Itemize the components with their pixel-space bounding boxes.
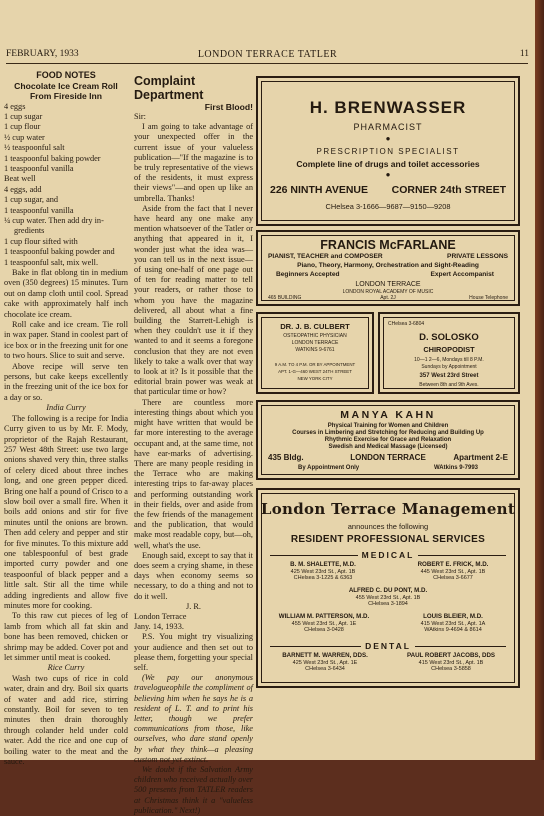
paragraph: Roll cake and ice cream. Tie roll in wax paper. Stand in coolest part of ice box or in the freezing unit for one to two hours. Slice to suit and serve. — [4, 320, 128, 361]
ad-name: D. SOLOSKO — [419, 332, 479, 343]
ad-title: London Terrace Management — [260, 500, 516, 518]
doctor-name: B. M. SHALETTE, M.D. — [290, 561, 356, 568]
publication-title: LONDON TERRACE TATLER — [197, 49, 338, 60]
ad-line: LONDON TERRACE — [355, 281, 421, 288]
ingredient: 1 cup sugar — [4, 111, 43, 121]
doctor-address: 445 West 23rd St., Apt. 1B — [420, 568, 486, 575]
ad-phone: CHelsea 3-1666—9687—9150—9208 — [325, 202, 451, 211]
doctor-name: ALFRED C. DU PONT, M.D. — [348, 587, 428, 594]
ingredients-list-2 — [4, 185, 128, 268]
ad-line: Physical Training for Women and Children — [327, 423, 449, 429]
ingredient: 1 teaspoonful baking powder and — [4, 247, 115, 257]
header-rule — [6, 63, 528, 64]
ingredient: 1 teaspoonful baking powder — [4, 153, 101, 163]
ad-line: Apartment 2-E — [453, 453, 508, 462]
doctor-address: 455 West 23rd St., Apt. 1B — [355, 594, 421, 601]
divider-line — [418, 555, 506, 556]
paragraph: Bake in flat oblong tin in medium oven (350 degrees) 15 minutes. Turn out on damp cloth until cool. Spread cake with approximately half inch chocolate ice cream. — [4, 268, 128, 319]
rice-subheading: Rice Curry — [47, 663, 85, 673]
ad-line: Courses in Limbering and Stretching for Reducing and Building Up — [292, 430, 484, 436]
doctor-address: 415 West 23rd St., Apt. 1A — [420, 620, 486, 627]
ad-line: Swedish and Medical Massage (Licensed) — [328, 444, 448, 450]
ingredient: 1 teaspoonful vanilla — [4, 163, 74, 173]
dentist-name: BARNETT M. WARREN, DDS. — [282, 652, 368, 659]
signature: J. R. — [186, 601, 201, 611]
medical-label: MEDICAL — [361, 550, 415, 560]
ingredient: 1 teaspoonful vanilla — [4, 205, 74, 215]
ingredient: ¼ cup water. Then add dry in- — [4, 215, 104, 225]
ad-line: WATKINS 9-6761 — [295, 347, 335, 353]
dentist-address: 415 West 23rd St., Apt. 1B — [418, 659, 484, 666]
ad-line: LONDON ROYAL ACADEMY OF MUSIC — [342, 289, 434, 295]
issue-date: FEBRUARY, 1933 — [6, 49, 79, 59]
binding-edge — [535, 0, 544, 760]
ad-line: Apt. 2J — [380, 295, 396, 301]
dental-divider — [266, 641, 510, 651]
paragraph: The following is a recipe for India Curry given to us by Mr. F. Mody, proprietor of the Rajah Restaurant, 257 West 48th Street: use two large onions shaved very thin, three stalks of celery diced about three inches long, and one green pepper diced. Bring one half a pound of Crisco to a slow boil over a small fire. When it boils add onions and stir for five minutes until the onions are brown. Then add celery and pepper and stir for five minutes. To this mixture add one tablespoonful of best grade imported curry powder and one teaspoonful of black pepper and a little salt. Stir all the time while adding ingredients and allow five minutes more for cooking. — [4, 413, 128, 610]
ingredient: 4 eggs, add — [4, 184, 42, 194]
ad-kahn — [256, 400, 520, 480]
bullet-icon: ● — [385, 170, 391, 179]
doctor-entry — [268, 562, 378, 582]
doctor-address: 455 West 23rd St., Apt. 1E — [291, 620, 357, 627]
ad-line: OSTEOPATHIC PHYSICIAN — [283, 333, 347, 339]
doctor-address: 425 West 23rd St., Apt. 1B — [290, 568, 356, 575]
ad-line: LONDON TERRACE — [350, 453, 426, 462]
ingredient: 4 eggs — [4, 101, 26, 111]
ad-line: NEW YORK CITY — [297, 376, 333, 381]
ad-lessons: PRIVATE LESSONS — [447, 253, 508, 260]
food-notes-column — [4, 70, 128, 768]
doctor-phone: CHelsea 3-1894 — [368, 601, 408, 608]
ad-name: MANYA KAHN — [340, 409, 436, 421]
ad-name: H. BRENWASSER — [309, 98, 467, 117]
ingredient: 1 cup flour — [4, 122, 41, 132]
divider-line — [415, 646, 506, 647]
postscript: P.S. You might try visualizing your audience and then set out to please them, forgetting your special self. — [134, 632, 253, 672]
doctor-phone: WAtkins 9-4694 & 8614 — [424, 627, 482, 634]
dentist-entry — [390, 653, 512, 673]
food-notes-heading: FOOD NOTES — [36, 70, 96, 80]
complaint-heading: Complaint Department — [134, 74, 204, 102]
doctor-entry — [264, 614, 384, 634]
ad-name: DR. J. B. CULBERT — [280, 322, 350, 331]
ad-line: House Telephone — [469, 295, 508, 301]
doctor-phone: CHelsea 3-1225 & 6363 — [293, 575, 353, 582]
ingredient: ½ cup water — [4, 132, 45, 142]
salutation: Sir: — [134, 112, 146, 121]
complaint-subheading: First Blood! — [204, 102, 253, 112]
ad-line: Sundays by Appointment — [421, 364, 477, 370]
ad-specialist: PRESCRIPTION SPECIALIST — [316, 147, 460, 156]
ad-role: CHIROPODIST — [423, 345, 475, 354]
doctor-entry — [258, 588, 518, 608]
dentist-phone: CHelsea 3-6434 — [305, 666, 345, 673]
ad-role: PIANIST, TEACHER and COMPOSER — [268, 253, 383, 260]
ad-line: By Appointment Only — [298, 465, 360, 471]
complaint-column — [134, 74, 253, 816]
ingredient: ½ teaspoonful salt — [4, 143, 65, 153]
dentist-address: 425 West 23rd St., Apt. 1E — [292, 659, 358, 666]
divider-line — [270, 555, 358, 556]
dentist-phone: CHelsea 3-5858 — [431, 666, 471, 673]
curry-subheading: India Curry — [46, 403, 86, 413]
ad-services: RESIDENT PROFESSIONAL SERVICES — [290, 534, 486, 545]
ad-brenwasser — [256, 76, 520, 226]
ad-corner: CORNER 24th STREET — [391, 184, 506, 196]
ad-line: LONDON TERRACE — [291, 340, 339, 346]
ad-name: FRANCIS McFARLANE — [320, 238, 456, 252]
doctor-name: ROBERT E. FRICK, M.D. — [417, 561, 489, 568]
ingredient: 1 cup flour sifted with — [4, 236, 78, 246]
dental-label: DENTAL — [365, 641, 411, 651]
doctor-name: WILLIAM M. PATTERSON, M.D. — [278, 613, 370, 620]
ad-line: APT. 1-G—460 WEST 24TH STREET — [278, 369, 352, 374]
paragraph: I am going to take advantage of your unexpected offer in the current issue of your valueless publication—"If the magazine is to be truly representative of the views of the residents, it must express their views"—and open up like an umbrella. Thanks! — [134, 122, 253, 203]
ad-announces: announces the following — [347, 522, 429, 531]
paragraph: Wash two cups of rice in cold water, drain and dry. Boil six quarts of water and add rice, stirring constantly. Boil for seven to ten minutes then drain thoroughly through colander held under cold water. Add the rice and one cup of boiling water to the meat and the sauce. — [4, 673, 128, 767]
paragraph: Enough said, except to say that it does seem a crying shame, in these days when economy seems so necessary, to do a thing and not to do it well. — [134, 550, 253, 601]
medical-divider — [266, 550, 510, 560]
ad-phone: CHelsea 3-6804 — [388, 321, 425, 327]
ad-line: 465 BUILDING — [268, 295, 302, 301]
ad-line: Beginners Accepted — [276, 271, 340, 278]
dentist-entry — [264, 653, 386, 673]
doctor-phone: CHelsea 3-0428 — [304, 627, 344, 634]
ad-address: 226 NINTH AVENUE — [270, 184, 369, 196]
editor-note: We doubt if the Salvation Army children who received actually over 500 presents from TATLER readers at Christmas think it a "valueless publication." Next!) — [134, 765, 253, 815]
ingredient: 1 cup sugar, and — [4, 195, 59, 205]
ad-address: 357 West 23rd Street — [419, 373, 479, 379]
ad-management — [256, 488, 520, 688]
ad-line: Piano, Theory, Harmony, Orchestration and Sight-Reading — [297, 262, 479, 269]
ad-line: Complete line of drugs and toilet accessories — [296, 159, 480, 169]
ad-line: 10—1 2—6, Mondays till 8 P.M. — [414, 357, 484, 363]
ingredient: gredients — [14, 226, 45, 236]
ad-role: PHARMACIST — [353, 122, 423, 132]
ingredient: Beat well — [4, 174, 36, 184]
ingredient: 1 teaspoonful salt, mix well. — [4, 257, 99, 267]
ad-solosko — [378, 312, 520, 394]
doctor-entry — [398, 614, 508, 634]
doctor-phone: CHelsea 3-6677 — [433, 575, 473, 582]
doctor-entry — [398, 562, 508, 582]
ad-mcfarlane — [256, 230, 520, 306]
editor-note: (We pay our anonymous travelogueophile the compliment of believing him when he says he is a resident of L. T. and to print his letter, though we prefer communications from those, like ourselves, who dare stand openly by what they think—a pleasing custom not yet extinct. — [134, 673, 253, 764]
ad-phone: WAtkins 9-7993 — [433, 465, 478, 471]
dentist-name: PAUL ROBERT JACOBS, DDS — [406, 652, 496, 659]
ad-line: Expert Accompanist — [430, 271, 494, 278]
ingredients-list-1 — [4, 102, 128, 185]
bullet-icon: ● — [385, 134, 391, 143]
paragraph: Above recipe will serve ten persons, but cake keeps excellently in the freezing unit of the ice box for a day or so. — [4, 361, 128, 402]
doctor-name: LOUIS BLEIER, M.D. — [423, 613, 483, 620]
paragraph: There are countless more interesting things about which you might have written that would be far more interesting to the average occupant and, at the same time, not have ear-marks of advertising. There are many people residing in the Terrace who are making interesting trips to far-away places and performing outstanding work in their fields, over and aside from the few friends of the management and the publication, that would make most readable copy, but—oh, well, what's the use. — [134, 397, 253, 550]
ad-line: Rhythmic Exercise for Grace and Relaxation — [324, 437, 452, 443]
ad-line: 435 Bldg. — [268, 453, 304, 462]
divider-line — [270, 646, 361, 647]
recipe-title: Chocolate Ice Cream Roll From Fireside Inn — [14, 80, 118, 101]
ad-culbert — [256, 312, 374, 394]
paragraph: Aside from the fact that I never have heard any one make any mention whatsoever of the Tatler or anything that appeared in it, I wonder just what the idea was—you can tell us in the next issue—of using one-half of one page out of ten for reading matter to tell your readers, or rather those to whom you have the magazine delivered, all about what a fine building the Starrett-Lehigh is when they couldn't use it if they wanted to and it seems a foregone conclusion that they are not even likely to take a walk over that way to look at it? Is it possible that the editorial brain power was weak at that particular time or how? — [134, 203, 253, 397]
page-header — [0, 49, 535, 63]
ad-line: 9 A.M. TO 4 P.M. OR BY APPOINTMENT — [274, 362, 356, 367]
paragraph: To this raw cut pieces of leg of lamb from which all fat skin and bone has been removed, chicken or shrimp may be added. Cover pot and let simmer until meat is cooked. — [4, 611, 128, 663]
ad-line: Between 8th and 9th Aves. — [419, 382, 479, 388]
page-number: 11 — [519, 49, 529, 59]
letter-place: London Terrace — [134, 611, 187, 621]
letter-date: Jany. 14, 1933. — [134, 622, 184, 632]
